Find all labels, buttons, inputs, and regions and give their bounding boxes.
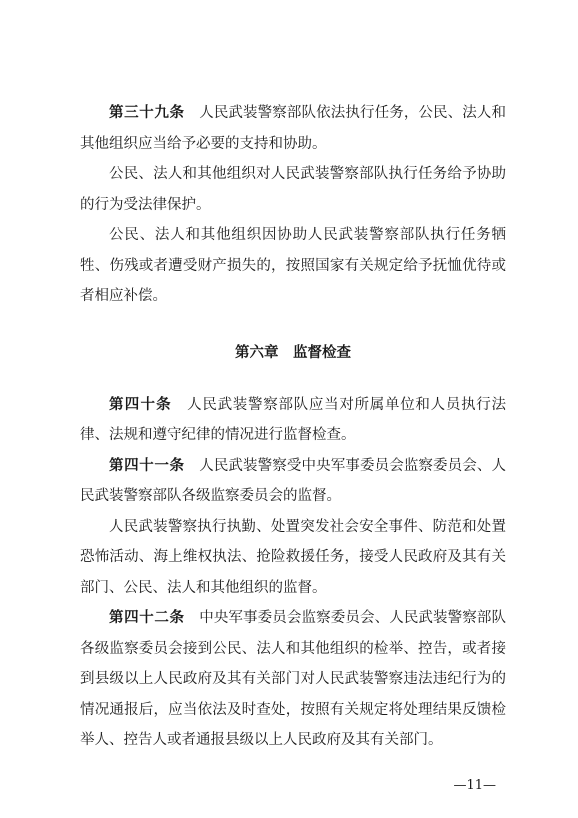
paragraph-text: 人民武装警察部队应当对所属单位和人员执行法律、法规和遵守纪律的情况进行监督检查。 [80,396,507,443]
article-number: 第四十一条 [109,457,185,474]
paragraph [80,220,506,312]
paragraph-text: 人民武装警察执行执勤、处置突发社会安全事件、防范和处置恐怖活动、海上维权执法、抢险救援任务，接受人民政府及其有关部门、公民、法人和其他组织的监督。 [80,518,506,596]
paragraph-article-42 [80,603,506,756]
paragraph-text: 公民、法人和其他组织因协助人民武装警察部队执行任务牺牲、伤残或者遭受财产损失的，按照国家有关规定给予抚恤优待或者相应补偿。 [80,227,506,304]
article-number: 第四十条 [109,396,172,413]
chapter-heading: 第六章 监督检查 [235,344,351,361]
page-number: —11— [453,778,496,793]
paragraph-article-41 [80,451,506,512]
paragraph [80,159,506,220]
paragraph-article-40 [80,390,506,451]
paragraph-text: 人民武装警察受中央军事委员会监察委员会、人民武装警察部队各级监察委员会的监督。 [80,457,507,504]
paragraph-text: 人民武装警察部队依法执行任务，公民、法人和其他组织应当给予必要的支持和协助。 [80,105,507,152]
document-body [80,98,506,756]
paragraph-text: 中央军事委员会监察委员会、人民武装警察部队各级监察委员会接到公民、法人和其他组织的检举、控告，或者接到县级以上人民政府及其有关部门对人民武装警察违法违纪行为的情况通报后，应当依法及时查处，按照有关规定将处理结果反馈检举人、控告人或者通报县级以上人民政府及其有关部门。 [80,610,507,748]
article-number: 第三十九条 [109,105,185,121]
paragraph-article-39 [80,98,506,159]
paragraph [80,512,506,604]
article-number: 第四十二条 [109,610,185,626]
paragraph-text: 公民、法人和其他组织对人民武装警察部队执行任务给予协助的行为受法律保护。 [80,166,506,213]
